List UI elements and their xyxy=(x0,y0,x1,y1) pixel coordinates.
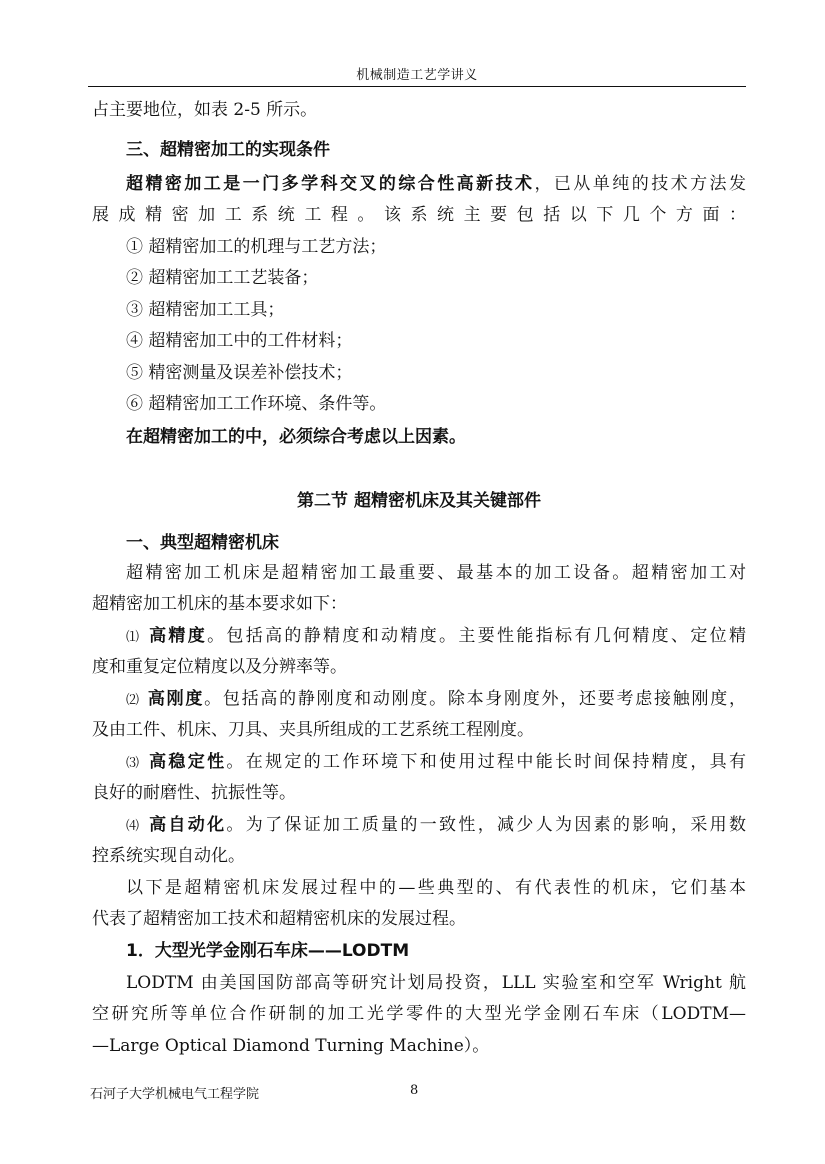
paragraph-line: 占主要地位，如表 2-5 所示。 xyxy=(92,100,318,120)
running-header: 机械制造工艺学讲义 xyxy=(356,68,478,83)
chapter-section-title: 第二节 超精密机床及其关键部件 xyxy=(297,491,541,511)
paragraph-line: LODTM 由美国国防部高等研究计划局投资，LLL 实验室和空军 Wright 航 xyxy=(126,973,746,993)
item-number: ⑵ xyxy=(126,693,141,708)
paragraph-line: 以下是超精密机床发展过程中的—些典型的、有代表性的机床，它们基本 xyxy=(126,878,746,898)
paragraph-line xyxy=(126,687,746,711)
paragraph-line: 及由工件、机床、刀具、夹具所组成的工艺系统工程刚度。 xyxy=(92,720,534,740)
paragraph-line xyxy=(126,813,746,837)
section-heading: 三、超精密加工的实现条件 xyxy=(126,140,330,160)
paragraph-line: 展成精密加工系统工程。该系统主要包括以下几个方面： xyxy=(92,205,746,225)
paragraph-text: 。为了保证加工质量的一致性，减少人为因素的影响，采用数 xyxy=(226,815,746,835)
page-number: 8 xyxy=(410,1083,419,1098)
emphasis-text: 高精度 xyxy=(149,626,208,646)
section-heading: 一、典型超精密机床 xyxy=(126,533,279,553)
paragraph-text: ，已从单纯的技术方法发 xyxy=(534,174,747,194)
item-number: ⑶ xyxy=(126,756,142,771)
paragraph-line: 控系统实现自动化。 xyxy=(92,846,245,866)
paragraph-line xyxy=(126,172,746,196)
emphasis-text: 高刚度 xyxy=(147,689,205,709)
subsection-heading: 1．大型光学金刚石车床——LODTM xyxy=(126,941,410,961)
paragraph-line: 空研究所等单位合作研制的加工光学零件的大型光学金刚石车床（LODTM— xyxy=(92,1004,746,1024)
header-rule xyxy=(88,86,746,87)
paragraph-line: 度和重复定位精度以及分辨率等。 xyxy=(92,657,347,677)
emphasis-line: 在超精密加工的中，必须综合考虑以上因素。 xyxy=(126,427,466,447)
list-item: ① 超精密加工的机理与工艺方法； xyxy=(126,237,387,257)
list-item: ② 超精密加工工艺装备； xyxy=(126,268,319,288)
paragraph-line: 良好的耐磨性、抗振性等。 xyxy=(92,783,296,803)
paragraph-text: 。包括高的静刚度和动刚度。除本身刚度外，还要考虑接触刚度， xyxy=(204,689,746,709)
item-number: ⑴ xyxy=(126,630,142,645)
paragraph-line xyxy=(126,624,746,648)
paragraph-line xyxy=(126,750,746,774)
list-item: ④ 超精密加工中的工件材料； xyxy=(126,331,353,351)
paragraph-line: 超精密加工机床的基本要求如下： xyxy=(92,594,347,614)
paragraph-line: 代表了超精密加工技术和超精密机床的发展过程。 xyxy=(92,909,466,929)
emphasis-text: 高自动化 xyxy=(149,815,227,835)
item-number: ⑷ xyxy=(126,819,142,834)
list-item: ⑥ 超精密加工工作环境、条件等。 xyxy=(126,394,387,414)
list-item: ③ 超精密加工工具； xyxy=(126,300,285,320)
paragraph-line: 超精密加工机床是超精密加工最重要、最基本的加工设备。超精密加工对 xyxy=(126,563,746,583)
emphasis-text: 超精密加工是一门多学科交叉的综合性高新技术 xyxy=(126,174,535,194)
footer-institution: 石河子大学机械电气工程学院 xyxy=(90,1087,260,1102)
paragraph-text: 。包括高的静精度和动精度。主要性能指标有几何精度、定位精 xyxy=(207,626,747,646)
paragraph-text: 。在规定的工作环境下和使用过程中能长时间保持精度，具有 xyxy=(226,752,746,772)
list-item: ⑤ 精密测量及误差补偿技术； xyxy=(126,363,353,383)
paragraph-line: —Large Optical Diamond Turning Machine）。 xyxy=(92,1036,490,1056)
emphasis-text: 高稳定性 xyxy=(149,752,227,772)
